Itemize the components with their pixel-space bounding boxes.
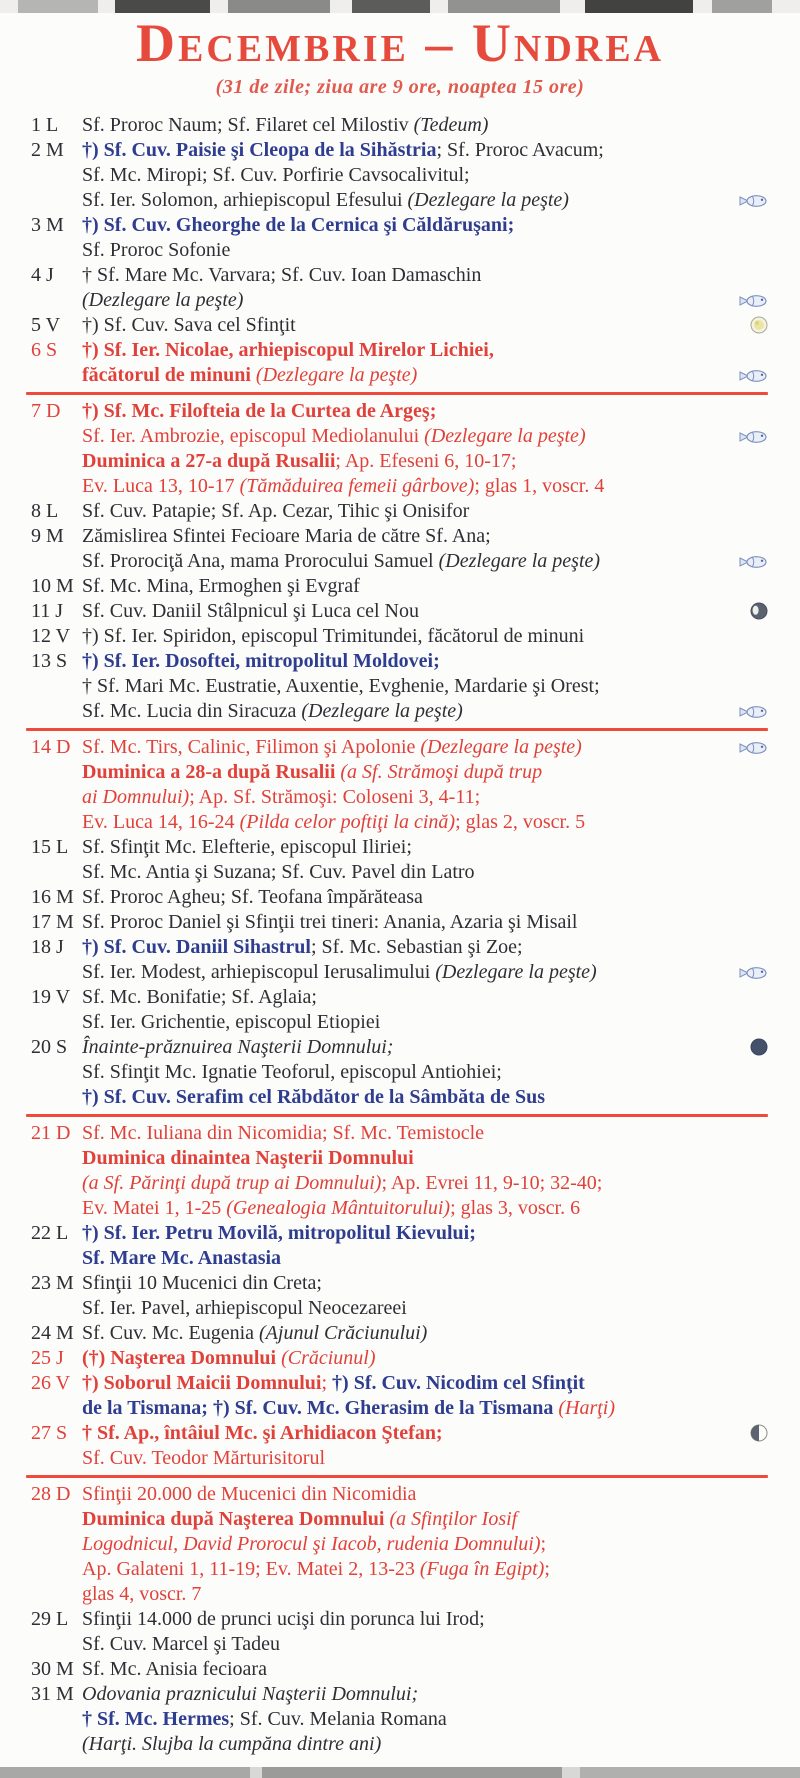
text-segment: (a Sf. Strămoşi după trup [340, 761, 543, 783]
calendar-line [82, 1010, 800, 1035]
section-separator [26, 1114, 768, 1117]
text-segment: (Crăciunul) [281, 1347, 376, 1369]
text-segment: Odovania praznicului Naşterii Domnului; [82, 1683, 419, 1705]
text-segment: † Sf. Mc. Hermes [82, 1708, 230, 1730]
calendar-line [82, 910, 800, 935]
text-segment: Sf. Proroc Sofonie [82, 239, 231, 261]
text-segment: Sf. Mc. Iuliana din Nicomidia; Sf. Mc. Temistocle [82, 1122, 485, 1144]
month-title: Decembrie – Undrea [135, 13, 665, 73]
day-content [82, 113, 800, 138]
calendar-line [82, 363, 800, 388]
day-label: 20 S [31, 1036, 68, 1058]
text-segment: †) Sf. Ier. Petru Movilă, mitropolitul Kievului; [82, 1222, 476, 1244]
calendar-row [0, 1682, 800, 1757]
calendar-line [82, 1682, 800, 1707]
text-segment: †) Sf. Cuv. Paisie şi Cleopa de la Sihăstria [82, 139, 437, 161]
calendar-line [82, 399, 800, 424]
calendar-line [82, 1421, 800, 1446]
text-segment: (Genealogia Mântuitorului) [226, 1197, 451, 1219]
text-segment: Sf. Ier. Solomon, arhiepiscopul Efesului [82, 189, 408, 211]
day-label: 30 M [31, 1658, 74, 1680]
calendar-line [82, 810, 800, 835]
day-content [82, 1271, 800, 1321]
text-segment: †) Sf. Cuv. Serafim cel Răbdător de la Sâmbăta de Sus [82, 1086, 545, 1108]
day-content [82, 1221, 800, 1271]
calendar-row [0, 1271, 800, 1321]
day-content [82, 313, 800, 338]
calendar-row [0, 735, 800, 835]
text-segment: Duminica a 27-a după Rusalii [82, 450, 336, 472]
text-segment: Zămislirea Sfintei Fecioare Maria de către Sf. Ana; [82, 525, 491, 547]
calendar-row [0, 910, 800, 935]
day-label: 11 J [31, 600, 64, 622]
text-segment: ai Domnului) [82, 786, 190, 808]
day-label: 5 V [31, 314, 61, 336]
day-label: 8 L [31, 500, 59, 522]
text-segment: Sf. Mc. Anisia fecioara [82, 1658, 267, 1680]
day-label: 4 J [31, 264, 54, 286]
calendar-line [82, 213, 800, 238]
calendar-row [0, 213, 800, 263]
day-label: 19 V [31, 986, 71, 1008]
calendar-row [0, 574, 800, 599]
scan-edge-bottom [0, 1767, 800, 1778]
calendar-line [82, 1196, 800, 1221]
calendar-line [82, 1085, 800, 1110]
calendar-row [0, 1321, 800, 1346]
calendar-line [82, 1146, 800, 1171]
calendar-line [82, 785, 800, 810]
text-segment: ; glas 3, voscr. 6 [450, 1197, 581, 1219]
day-content [82, 263, 800, 313]
calendar-line [82, 1657, 800, 1682]
calendar-line [82, 338, 800, 363]
day-content [82, 599, 800, 624]
calendar-line [82, 1632, 800, 1657]
calendar-row [0, 1121, 800, 1221]
month-subtitle: (31 de zile; ziua are 9 ore, noaptea 15 ore) [215, 76, 585, 98]
day-content [82, 399, 800, 499]
text-segment: † Sf. Mare Mc. Varvara; Sf. Cuv. Ioan Damaschin [82, 264, 482, 286]
calendar-line [82, 699, 800, 724]
calendar-line [82, 935, 800, 960]
day-content [82, 1035, 800, 1110]
scan-artifact [352, 0, 430, 13]
calendar-line [82, 674, 800, 699]
calendar-row [0, 1482, 800, 1607]
text-segment: (Harţi. Slujba la cumpăna dintre ani) [82, 1733, 382, 1755]
day-content [82, 624, 800, 649]
day-label: 24 M [31, 1322, 74, 1344]
text-segment: Sf. Mc. Antia şi Suzana; Sf. Cuv. Pavel din Latro [82, 861, 475, 883]
text-segment: Sfinţii 10 Mucenici din Creta; [82, 1272, 322, 1294]
day-content [82, 338, 800, 388]
calendar-line [82, 188, 800, 213]
calendar-row [0, 1221, 800, 1271]
text-segment: (Ajunul Crăciunului) [259, 1322, 428, 1344]
day-label: 22 L [31, 1222, 69, 1244]
calendar-line [82, 860, 800, 885]
day-label: 16 M [31, 886, 74, 908]
fish-icon [738, 702, 768, 727]
text-segment: ; glas 2, voscr. 5 [455, 811, 586, 833]
day-content [82, 1607, 800, 1657]
text-segment: (a Sfinţilor Iosif [389, 1508, 518, 1530]
scan-artifact [262, 1767, 562, 1778]
text-segment: (a Sf. Părinţi după trup ai Domnului) [82, 1172, 382, 1194]
day-label: 12 V [31, 625, 71, 647]
day-content [82, 935, 800, 985]
calendar-row [0, 338, 800, 388]
text-segment: Sf. Mare Mc. Anastasia [82, 1247, 282, 1269]
calendar-row [0, 138, 800, 213]
calendar-list [0, 113, 800, 1757]
text-segment: Sf. Proroc Agheu; Sf. Teofana împărăteasa [82, 886, 423, 908]
day-content [82, 910, 800, 935]
text-segment: †) Sf. Ier. Spiridon, episcopul Trimitundei, făcătorul de minuni [82, 625, 585, 647]
calendar-line [82, 1371, 800, 1396]
text-segment: (Dezlegare la peşte) [435, 961, 597, 983]
text-segment: (Dezlegare la peşte) [420, 736, 582, 758]
calendar-line [82, 138, 800, 163]
calendar-line [82, 1446, 800, 1471]
fish-icon [738, 366, 768, 391]
calendar-row [0, 499, 800, 524]
calendar-line [82, 524, 800, 549]
day-content [82, 885, 800, 910]
calendar-line [82, 1271, 800, 1296]
calendar-line [82, 263, 800, 288]
day-content [82, 1321, 800, 1346]
scan-artifact [0, 1767, 250, 1778]
section-separator [26, 1475, 768, 1478]
calendar-line [82, 1707, 800, 1732]
text-segment: (Pilda celor poftiţi la cină) [239, 811, 456, 833]
calendar-row [0, 624, 800, 649]
text-segment: Sf. Sfinţit Mc. Elefterie, episcopul Iliriei; [82, 836, 412, 858]
calendar-line [82, 1532, 800, 1557]
calendar-line [82, 1060, 800, 1085]
calendar-line [82, 1607, 800, 1632]
day-content [82, 1682, 800, 1757]
day-label: 14 D [31, 736, 71, 758]
text-segment: Duminica dinaintea Naşterii Domnului [82, 1147, 414, 1169]
day-label: 26 V [31, 1372, 71, 1394]
scan-artifact [580, 1767, 800, 1778]
scan-artifact [228, 0, 330, 13]
calendar-line [82, 1321, 800, 1346]
day-label: 18 J [31, 936, 64, 958]
calendar-line [82, 313, 800, 338]
day-label: 17 M [31, 911, 74, 933]
day-label: 7 D [31, 400, 61, 422]
calendar-line [82, 960, 800, 985]
text-segment: ; Ap. Sf. Strămoşi: Coloseni 3, 4-11; [189, 786, 481, 808]
day-content [82, 213, 800, 263]
calendar-row [0, 1657, 800, 1682]
text-segment: †) Sf. Ier. Dosoftei, mitropolitul Moldovei; [82, 650, 440, 672]
calendar-row [0, 113, 800, 138]
text-segment: ; Sf. Proroc Avacum; [436, 139, 604, 161]
text-segment: Sf. Mc. Mina, Ermoghen şi Evgraf [82, 575, 360, 597]
text-segment: (Tedeum) [413, 114, 489, 136]
calendar-row [0, 599, 800, 624]
calendar-line [82, 599, 800, 624]
calendar-line [82, 474, 800, 499]
text-segment: ; glas 1, voscr. 4 [474, 475, 605, 497]
day-content [82, 138, 800, 213]
text-segment: †) Sf. Cuv. Nicodim cel Sfinţit [332, 1372, 585, 1394]
text-segment: Sf. Ier. Ambrozie, episcopul Mediolanului [82, 425, 425, 447]
text-segment: Ap. Galateni 1, 11-19; Ev. Matei 2, 13-23 [82, 1558, 420, 1580]
calendar-line [82, 574, 800, 599]
text-segment: ; [540, 1533, 547, 1555]
text-segment: Sf. Ier. Modest, arhiepiscopul Ierusalimului [82, 961, 436, 983]
calendar-line [82, 549, 800, 574]
calendar-line [82, 1246, 800, 1271]
scan-edge-top [0, 0, 800, 13]
calendar-line [82, 1732, 800, 1757]
calendar-line [82, 1582, 800, 1607]
text-segment: Sf. Mc. Tirs, Calinic, Filimon şi Apolonie [82, 736, 421, 758]
text-segment: Ev. Luca 13, 10-17 [82, 475, 240, 497]
text-segment: de la Tismana; †) Sf. Cuv. Mc. Gherasim de la Tismana [82, 1397, 559, 1419]
text-segment: Sfinţii 14.000 de prunci ucişi din porunca lui Irod; [82, 1608, 485, 1630]
day-content [82, 985, 800, 1035]
scan-artifact [712, 0, 772, 13]
day-content [82, 524, 800, 574]
calendar-line [82, 1507, 800, 1532]
text-segment: †) Sf. Cuv. Daniil Sihastrul [82, 936, 311, 958]
text-segment: Sf. Cuv. Marcel şi Tadeu [82, 1633, 281, 1655]
day-content [82, 1346, 800, 1371]
text-segment: ; [321, 1372, 333, 1394]
calendar-line [82, 1482, 800, 1507]
day-label: 23 M [31, 1272, 74, 1294]
text-segment: ; [544, 1558, 550, 1580]
calendar-line [82, 1346, 800, 1371]
calendar-row [0, 1035, 800, 1110]
day-label: 1 L [31, 114, 59, 136]
calendar-line [82, 163, 800, 188]
day-content [82, 499, 800, 524]
calendar-line [82, 1296, 800, 1321]
text-segment: ; Sf. Cuv. Melania Romana [229, 1708, 447, 1730]
text-segment: Sf. Ier. Pavel, arhiepiscopul Neocezareei [82, 1297, 407, 1319]
text-segment: Logodnicul, David Prorocul şi Iacob, rudenia Domnului) [82, 1533, 541, 1555]
day-content [82, 1482, 800, 1607]
text-segment: Sf. Cuv. Teodor Mărturisitorul [82, 1447, 326, 1469]
text-segment: Sf. Cuv. Patapie; Sf. Ap. Cezar, Tihic şi Onisifor [82, 500, 470, 522]
calendar-line [82, 449, 800, 474]
text-segment: (Dezlegare la peşte) [301, 700, 463, 722]
section-separator [26, 392, 768, 395]
text-segment: Duminica după Naşterea Domnului [82, 1508, 390, 1530]
day-content [82, 1421, 800, 1471]
calendar-line [82, 1171, 800, 1196]
calendar-line [82, 624, 800, 649]
day-label: 10 M [31, 575, 74, 597]
day-label: 3 M [31, 214, 64, 236]
calendar-row [0, 313, 800, 338]
text-segment: Sf. Proroc Naum; Sf. Filaret cel Milostiv [82, 114, 414, 136]
calendar-row [0, 935, 800, 985]
text-segment: Sf. Mc. Miropi; Sf. Cuv. Porfirie Cavsocalivitul; [82, 164, 470, 186]
text-segment: †) Sf. Cuv. Sava cel Sfinţit [82, 314, 296, 336]
calendar-line [82, 985, 800, 1010]
scan-artifact [585, 0, 693, 13]
text-segment: Duminica a 28-a după Rusalii [82, 761, 341, 783]
calendar-row [0, 1346, 800, 1371]
day-content [82, 574, 800, 599]
calendar-line [82, 1035, 800, 1060]
calendar-line [82, 1121, 800, 1146]
calendar-line [82, 113, 800, 138]
text-segment: Sf. Proroc Daniel şi Sfinţii trei tineri: Anania, Azaria şi Misail [82, 911, 578, 933]
calendar-line [82, 885, 800, 910]
calendar-row [0, 1371, 800, 1421]
day-content [82, 735, 800, 835]
text-segment: glas 4, voscr. 7 [82, 1583, 202, 1605]
calendar-row [0, 524, 800, 574]
calendar-line [82, 835, 800, 860]
text-segment: †) Sf. Ier. Nicolae, arhiepiscopul Mirelor Lichiei, [82, 339, 494, 361]
day-label: 29 L [31, 1608, 69, 1630]
section-separator [26, 728, 768, 731]
text-segment: (†) Naşterea Domnului [82, 1347, 282, 1369]
day-label: 15 L [31, 836, 69, 858]
text-segment: †) Soborul Maicii Domnului [82, 1372, 322, 1394]
text-segment: Sf. Cuv. Daniil Stâlpnicul şi Luca cel Nou [82, 600, 419, 622]
calendar-line [82, 424, 800, 449]
calendar-row [0, 1421, 800, 1471]
text-segment: (Dezlegare la peşte) [424, 425, 586, 447]
text-segment: ; Ap. Efeseni 6, 10-17; [335, 450, 517, 472]
calendar-line [82, 649, 800, 674]
text-segment: †) Sf. Cuv. Gheorghe de la Cernica şi Căldăruşani; [82, 214, 515, 236]
day-content [82, 1657, 800, 1682]
calendar-row [0, 399, 800, 499]
day-content [82, 1371, 800, 1421]
calendar-row [0, 835, 800, 885]
text-segment: Sf. Sfinţit Mc. Ignatie Teoforul, episcopul Antiohiei; [82, 1061, 502, 1083]
calendar-row [0, 885, 800, 910]
calendar-row [0, 985, 800, 1035]
calendar-line [82, 288, 800, 313]
text-segment: Sf. Cuv. Mc. Eugenia [82, 1322, 260, 1344]
text-segment: (Tămăduirea femeii gârbove) [239, 475, 475, 497]
calendar-line [82, 1557, 800, 1582]
calendar-line [82, 1221, 800, 1246]
text-segment: făcătorul de minuni [82, 364, 256, 386]
day-content [82, 1121, 800, 1221]
text-segment: (Fuga în Egipt) [419, 1558, 545, 1580]
calendar-line [82, 1396, 800, 1421]
calendar-line [82, 499, 800, 524]
text-segment: Sf. Ier. Grichentie, episcopul Etiopiei [82, 1011, 381, 1033]
day-label: 28 D [31, 1483, 71, 1505]
text-segment: Sf. Mc. Lucia din Siracuza [82, 700, 302, 722]
scan-artifact [448, 0, 560, 13]
text-segment: (Dezlegare la peşte) [255, 364, 418, 386]
text-segment: ; Ap. Evrei 11, 9-10; 32-40; [381, 1172, 603, 1194]
calendar-row [0, 649, 800, 724]
text-segment: (Dezlegare la peşte) [438, 550, 601, 572]
calendar-line [82, 735, 800, 760]
text-segment: †) Sf. Mc. Filofteia de la Curtea de Argeş; [82, 400, 437, 422]
text-segment: (Dezlegare la peşte) [82, 289, 244, 311]
scan-artifact [18, 0, 98, 13]
text-segment: Ev. Matei 1, 1-25 [82, 1197, 227, 1219]
day-content [82, 835, 800, 885]
text-segment: † Sf. Ap., întâiul Mc. şi Arhidiacon Ştefan; [82, 1422, 443, 1444]
scan-artifact [115, 0, 210, 13]
day-label: 25 J [31, 1347, 64, 1369]
day-label: 13 S [31, 650, 68, 672]
day-label: 21 D [31, 1122, 71, 1144]
text-segment: ; Sf. Mc. Sebastian şi Zoe; [310, 936, 523, 958]
text-segment: † Sf. Mari Mc. Eustratie, Auxentie, Evghenie, Mardarie şi Orest; [82, 675, 600, 697]
calendar-row [0, 1607, 800, 1657]
text-segment: Sf. Prorociţă Ana, mama Prorocului Samuel [82, 550, 439, 572]
day-label: 2 M [31, 139, 64, 161]
text-segment: Ev. Luca 14, 16-24 [82, 811, 240, 833]
day-label: 6 S [31, 339, 58, 361]
day-label: 31 M [31, 1683, 74, 1705]
day-content [82, 649, 800, 724]
text-segment: Sfinţii 20.000 de Mucenici din Nicomidia [82, 1483, 417, 1505]
calendar-row [0, 263, 800, 313]
text-segment: (Harţi) [558, 1397, 616, 1419]
day-label: 27 S [31, 1422, 68, 1444]
page-header [0, 0, 800, 99]
calendar-line [82, 760, 800, 785]
text-segment: Înainte-prăznuirea Naşterii Domnului; [82, 1036, 394, 1058]
day-label: 9 M [31, 525, 64, 547]
text-segment: Sf. Mc. Bonifatie; Sf. Aglaia; [82, 986, 317, 1008]
text-segment: (Dezlegare la peşte) [407, 189, 569, 211]
calendar-line [82, 238, 800, 263]
